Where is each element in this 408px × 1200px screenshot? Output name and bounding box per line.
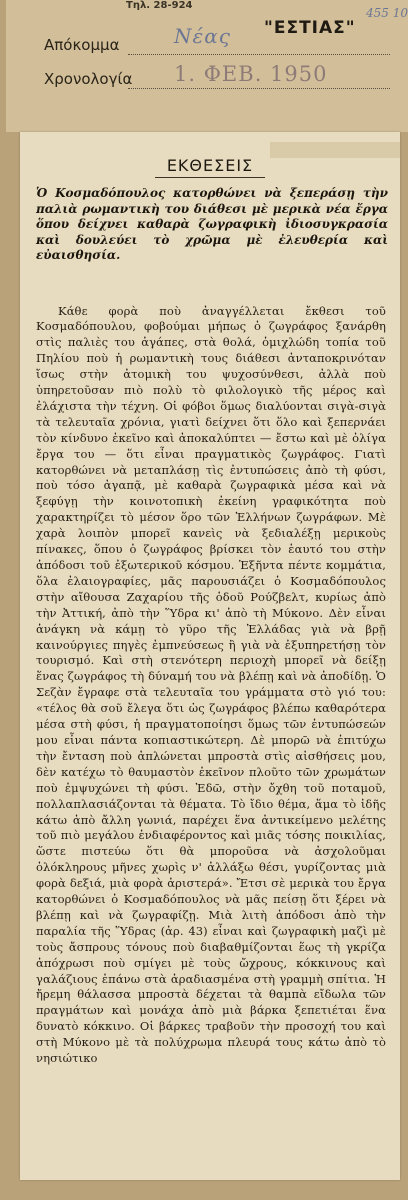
newspaper-name: "ΕΣΤΙΑΣ"	[264, 18, 356, 38]
article-body: Κάθε φορὰ ποὺ ἀναγγέλλεται ἔκθεσι τοῦ Κοσμαδόπουλου, φοβούμαι μήπως ὁ ζωγράφος ξανάρθη στὶς παλιὲς του ἀγάπες, στὰ θολά, ὁμιχλώδη τοπία τοῦ Πηλίου ποὺ ἡ ρωμαντικὴ τους διάθεσι ἀνταποκρινόταν ἴσως στὴν ἀτομικὴ του ψυχοσύνθεσι, ἀλλὰ ποὺ ὑπηρετοῦσαν πιὸ πολὺ τὸ φιλολογικὸ τῆς μέρος καὶ ἐλάχιστα τὴν τέχνη. Οἱ φόβοι ὅμως διαλύονται σιγὰ-σιγὰ τὰ τελευταῖα χρόνια, γιατὶ δείχνει ὅτι ὅλο καὶ ξεπερνάει τὸν κίνδυνο ἐκεῖνο καὶ ἀποκαλύπτει — ἔστω καὶ μὲ ὀλίγα ἔργα του — ὅτι εἶναι πραγματικὸς ζωγράφος. Γιατὶ κατορθώνει νὰ μεταπλάσῃ τὶς ἐντυπώσεις ἀπὸ τὴ φύσι, ποὺ τόσο ἀγαπᾷ, μὲ καθαρὰ ζωγραφικὰ μέσα καὶ νὰ ξεφύγῃ τὴν κοινοτοπικὴ ἐκείνη γραφικότητα ποὺ χαρακτηρίζει τὸ μέσον ὅρο τῶν Ἑλλήνων ζωγράφων. Μὲ χαρὰ λοιπὸν μπορεῖ κανεὶς νὰ ξεδιαλέξῃ μερικοὺς πίνακες, ὅπου ὁ ζωγράφος βρίσκει τὸν ἑαυτό του στὴν ἀπόδοσι τοῦ ἐξωτερικοῦ κόσμου. Ἑξῆντα πέντε κομμάτια, ὅλα ἐλαιογραφίες, μᾶς παρουσιάζει ὁ Κοσμαδόπουλος στὴν αἴθουσα Ζαχαρίου τῆς ὁδοῦ Ρούζβελτ, κυρίως ἀπὸ τὴν Ἀττική, ἀπὸ τὴν Ὕδρα κι' ἀπὸ τὴ Μύκονο. Δὲν εἶναι ἀνάγκη νὰ κάμῃ τὸ γῦρο τῆς Ἑλλάδας γιὰ νὰ βρῇ καινούργιες πηγὲς ἐμπνεύσεως ἢ γιὰ νὰ ἐξυπηρετήσῃ τὸν τουρισμό. Καὶ στὴ στενότερη περιοχὴ μπορεῖ νὰ δείξῃ ἕνας ζωγράφος τὴ δύναμή του νὰ βλέπῃ καὶ νὰ ἀποδίδῃ. Ὁ Σεζὰν ἔγραφε στὰ τελευταῖα του γράμματα στὸ γιό του: «τέλος θὰ σοῦ ἔλεγα ὅτι ὡς ζωγράφος βλέπω καθαρότερα μέσα στὴ φύσι, ἡ πραγματοποίησι ὅμως τῶν ἐντυπώσεών μου εἶναι πάντα κοπιαστικώτερη. Δὲ μπορῶ νὰ ἐπιτύχω τὴν ἔνταση ποὺ ἀπλώνεται μπροστὰ στὶς αἰσθήσεις μου, δὲν κατέχω τὸ θαυμαστὸν ἐκεῖνον πλοῦτο τῶν χρωμάτων ποὺ ἐμψυχώνει τὴ φύσι. Ἐδῶ, στὴν ὄχθη τοῦ ποταμοῦ, πολλαπλασιάζονται τὰ θέματα. Τὸ ἴδιο θέμα, ἅμα τὸ ἰδῆς κάτω ἀπὸ ἄλλη γωνιά, παρέχει ἕνα ἀντικείμενο μελέτης τοῦ πιὸ μεγάλου ἐνδιαφέροντος καὶ μιᾶς τόσης ποικιλίας, ὥστε πιστεύω ὅτι θὰ μποροῦσα νὰ ἀσχολοῦμαι ὁλόκληρους μῆνες χωρὶς ν' ἀλλάξω θέσι, γυρίζοντας μιὰ φορὰ δεξιά, μιὰ φορὰ ἀριστερά». Ἔτσι σὲ μερικὰ του ἔργα κατορθώνει ὁ Κοσμαδόπουλος νὰ μᾶς πείσῃ ὅτι ξέρει νὰ βλέπῃ καὶ νὰ ζωγραφίζῃ. Μιὰ λιτὴ ἀπόδοσι ἀπὸ τὴν παραλία τῆς Ὕδρας (ἀρ. 43) εἶναι καὶ ζωγραφικὴ μαζὶ μὲ τοὺς ἄσπρους τόνους ποὺ διαβαθμίζονται ἕως τὴ γκρίζα ἀπόχρωσι ποὺ σμίγει μὲ τοὺς ὤχρους, κόκκινους καὶ γαλάζιους ἐπάνω στὰ ἀραδιασμένα στὴ γραμμὴ σπίτια. Ἡ ἤρεμη θάλασσα μπροστὰ δέχεται τὰ θαμπὰ εἴδωλα τῶν πραγμάτων καὶ μονάχα ἀπὸ μιὰ βάρκα ξεπετιέται ἕνα δυνατὸ κόκκινο. Οἱ βάρκες τραβοῦν τὴν προσοχή του καὶ στὴ Μύκονο μὲ τὰ πολύχρωμα πλευρά τους κάτω ἀπὸ τὸ νησιώτικο	[36, 303, 386, 1066]
chronology-label: Χρονολογία	[44, 70, 133, 88]
archive-number: 455 10	[366, 6, 408, 20]
archive-slip	[6, 0, 408, 132]
tape-strip	[270, 142, 400, 158]
newspaper-clipping	[20, 132, 400, 1180]
section-title: ΕΚΘΕΣΕΙΣ	[166, 156, 254, 175]
clipping-label: Απόκομμα	[44, 36, 120, 54]
chronology-line	[128, 88, 390, 89]
handwritten-source: Νέας	[174, 24, 231, 48]
clipping-line	[128, 54, 390, 55]
phone-label: Τηλ. 28-924	[126, 0, 193, 11]
date-stamp: 1. ΦΕΒ. 1950	[174, 62, 328, 86]
article-headline: Ὁ Κοσμαδόπουλος κατορθώνει νὰ ξεπεράσῃ τὴν παλιὰ ρωμαντικὴ του διάθεσι μὲ μερικὰ νέα ἔργα ὅπου δείχνει καθαρὰ ζωγραφικὴ ἰδιοσυγκρασία καὶ δουλεύει τὸ χρῶμα μὲ ἐλευθερία καὶ εὐαισθησία.	[36, 186, 388, 262]
section-rule	[155, 177, 265, 178]
